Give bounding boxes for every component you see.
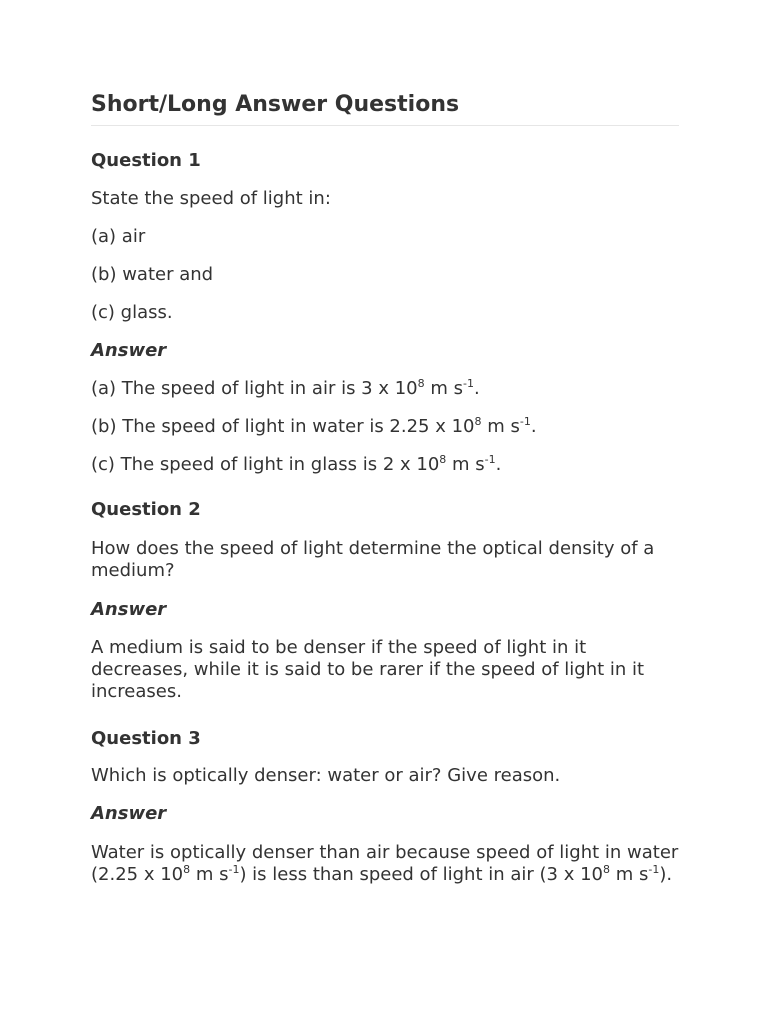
question-2-heading: Question 2 xyxy=(91,499,201,520)
question-1-option-b: (b) water and xyxy=(91,264,214,285)
question-2-answer-label: Answer xyxy=(91,599,167,620)
question-1-answer-label: Answer xyxy=(91,340,167,361)
question-3-heading: Question 3 xyxy=(91,728,201,749)
section-title: Short/Long Answer Questions xyxy=(91,92,460,117)
question-2-answer: A medium is said to be denser if the speed of light in it decreases, while it is said to be rarer if the speed of light in it increases. xyxy=(91,637,645,702)
question-1-heading: Question 1 xyxy=(91,150,201,171)
question-3-answer-label: Answer xyxy=(91,803,167,824)
question-3-answer: Water is optically denser than air because speed of light in water (2.25 x $10^8$ m $s^{-1}$) is less than speed of light in air (3 x $10^8$ m $s^{-1}$). xyxy=(91,842,679,885)
question-1-option-c: (c) glass. xyxy=(91,302,173,323)
question-1-option-a: (a) air xyxy=(91,226,146,247)
question-2-prompt: How does the speed of light determine the optical density of a medium? xyxy=(91,538,655,581)
question-3-prompt: Which is optically denser: water or air? Give reason. xyxy=(91,765,561,786)
question-1-answer-c: (c) The speed of light in glass is 2 x $10^8$ m $s^{-1}$. xyxy=(91,453,502,475)
question-1-prompt: State the speed of light in: xyxy=(91,188,331,209)
question-1-answer-b: (b) The speed of light in water is 2.25 x $10^8$ m $s^{-1}$. xyxy=(91,415,537,437)
title-divider xyxy=(91,125,679,126)
question-1-answer-a: (a) The speed of light in air is 3 x $10^8$ m $s^{-1}$. xyxy=(91,377,480,399)
